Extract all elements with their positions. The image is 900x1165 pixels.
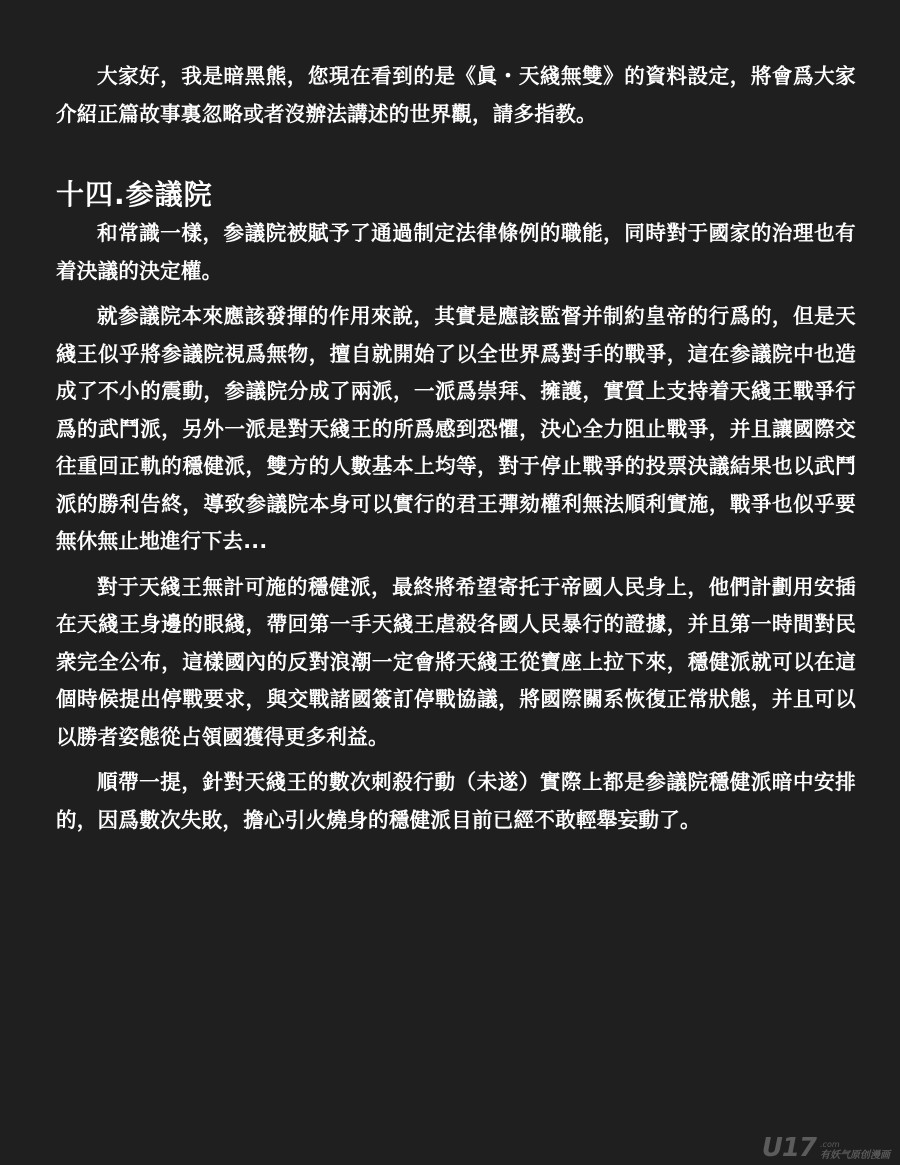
intro-paragraph: 大家好，我是暗黑熊，您現在看到的是《眞・天綫無雙》的資料設定，將會爲大家介紹正篇故事裏忽略或者沒辦法講述的世界觀，請多指教。 [56,64,856,126]
logo-side [820,1139,890,1161]
logo-mark: U17 [761,1133,816,1163]
logo-domain: .com [820,1140,840,1149]
section-paragraph: 和常識一樣，参議院被賦予了通過制定法律條例的職能，同時對于國家的治理也有着決議的決定權。 [56,221,856,283]
section-paragraph: 順帶一提，針對天綫王的數次刺殺行動（未遂）實際上都是参議院穩健派暗中安排的，因爲數次失敗，擔心引火燒身的穩健派目前已經不敢輕舉妄動了。 [56,770,856,832]
section-title: 十四.参議院 [56,178,213,211]
logo-tagline: 有妖气原创漫画 [820,1150,890,1161]
section-paragraph: 就参議院本來應該發揮的作用來說，其實是應該監督并制約皇帝的行爲的，但是天綫王似乎將参議院視爲無物，擅自就開始了以全世界爲對手的戰爭，這在参議院中也造成了不小的震動，参議院分成了兩派，一派爲崇拜、擁護，實質上支持着天綫王戰爭行爲的武鬥派，另外一派是對天綫王的所爲感到恐懼，決心全力阻止戰爭，并且讓國際交往重回正軌的穩健派，雙方的人數基本上均等，對于停止戰爭的投票決議結果也以武鬥派的勝利告終，導致参議院本身可以實行的君王彈劾權利無法順利實施，戰爭也似乎要無休無止地進行下去... [56,304,856,553]
section-paragraph: 對于天綫王無計可施的穩健派，最終將希望寄托于帝國人民身上，他們計劃用安插在天綫王身邊的眼綫，帶回第一手天綫王虐殺各國人民暴行的證據，并且第一時間對民衆完全公布，這樣國內的反對浪潮一定會將天綫王從寶座上拉下來，穩健派就可以在這個時候提出停戰要求，與交戰諸國簽訂停戰協議，將國際關系恢復正常狀態，并且可以以勝者姿態從占領國獲得更多利益。 [56,574,856,749]
article [56,58,856,839]
watermark-logo [762,1135,890,1161]
